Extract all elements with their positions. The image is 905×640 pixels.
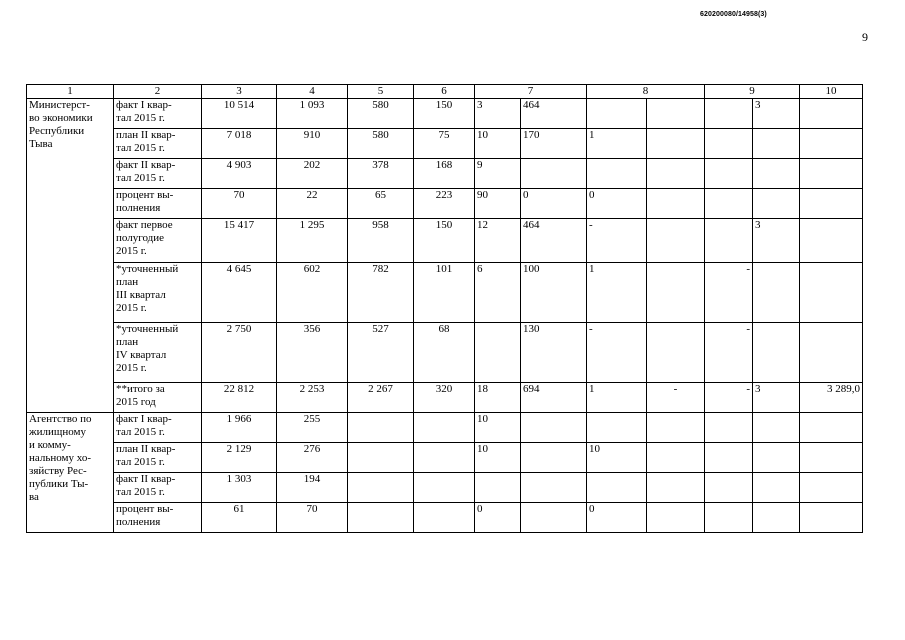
- value-cell: 580: [348, 129, 414, 159]
- data-table: [26, 84, 863, 533]
- row-label-cell: факт I квар- тал 2015 г.: [114, 413, 202, 443]
- value-cell: [705, 99, 753, 129]
- value-cell: 527: [348, 323, 414, 383]
- value-cell: 2 129: [202, 443, 277, 473]
- value-cell: [647, 503, 705, 533]
- value-cell: 1: [587, 263, 647, 323]
- header-cell: 4: [277, 85, 348, 99]
- value-cell: 10: [475, 413, 521, 443]
- table-row: [27, 323, 863, 383]
- value-cell: 75: [414, 129, 475, 159]
- value-cell: 18: [475, 383, 521, 413]
- header-cell: 5: [348, 85, 414, 99]
- value-cell: 782: [348, 263, 414, 323]
- value-cell: 65: [348, 189, 414, 219]
- value-cell: 70: [202, 189, 277, 219]
- value-cell: 168: [414, 159, 475, 189]
- value-cell: [475, 323, 521, 383]
- header-row: [27, 85, 863, 99]
- value-cell: [348, 473, 414, 503]
- value-cell: [705, 413, 753, 443]
- header-cell: 10: [800, 85, 863, 99]
- value-cell: 15 417: [202, 219, 277, 263]
- value-cell: -: [587, 219, 647, 263]
- value-cell: [800, 413, 863, 443]
- value-cell: [705, 159, 753, 189]
- value-cell: 1 303: [202, 473, 277, 503]
- row-label-cell: *уточненный план III квартал 2015 г.: [114, 263, 202, 323]
- row-label-cell: *уточненный план IV квартал 2015 г.: [114, 323, 202, 383]
- row-label-cell: процент вы- полнения: [114, 503, 202, 533]
- value-cell: [647, 159, 705, 189]
- row-label-cell: факт первое полугодие 2015 г.: [114, 219, 202, 263]
- value-cell: [753, 413, 800, 443]
- value-cell: 2 253: [277, 383, 348, 413]
- value-cell: [800, 323, 863, 383]
- value-cell: [647, 473, 705, 503]
- value-cell: 150: [414, 219, 475, 263]
- value-cell: 3: [753, 99, 800, 129]
- value-cell: 4 903: [202, 159, 277, 189]
- value-cell: [705, 503, 753, 533]
- value-cell: [414, 443, 475, 473]
- value-cell: [587, 473, 647, 503]
- value-cell: [647, 189, 705, 219]
- header-cell: 3: [202, 85, 277, 99]
- value-cell: 602: [277, 263, 348, 323]
- value-cell: [705, 443, 753, 473]
- row-label-cell: план II квар- тал 2015 г.: [114, 443, 202, 473]
- table-row: [27, 263, 863, 323]
- value-cell: 694: [521, 383, 587, 413]
- header-cell: 7: [475, 85, 587, 99]
- table-row: [27, 443, 863, 473]
- row-label-cell: факт II квар- тал 2015 г.: [114, 159, 202, 189]
- value-cell: 10: [587, 443, 647, 473]
- document-id: 620200080/14958(3): [700, 11, 767, 18]
- table-body: [27, 85, 863, 533]
- header-cell: 6: [414, 85, 475, 99]
- value-cell: 194: [277, 473, 348, 503]
- value-cell: [753, 323, 800, 383]
- value-cell: [800, 219, 863, 263]
- value-cell: 464: [521, 99, 587, 129]
- value-cell: [800, 159, 863, 189]
- value-cell: 3: [753, 219, 800, 263]
- value-cell: [521, 443, 587, 473]
- value-cell: 958: [348, 219, 414, 263]
- row-label-cell: факт II квар- тал 2015 г.: [114, 473, 202, 503]
- value-cell: -: [647, 383, 705, 413]
- value-cell: [705, 473, 753, 503]
- value-cell: 4 645: [202, 263, 277, 323]
- value-cell: 22 812: [202, 383, 277, 413]
- value-cell: [753, 189, 800, 219]
- value-cell: [647, 263, 705, 323]
- value-cell: -: [705, 383, 753, 413]
- table-row: [27, 129, 863, 159]
- value-cell: [800, 443, 863, 473]
- value-cell: [753, 263, 800, 323]
- value-cell: 0: [475, 503, 521, 533]
- organization-cell: Агентство по жилищному и комму- нальному хо- зяйству Рес- публики Ты- ва: [27, 413, 114, 533]
- value-cell: 61: [202, 503, 277, 533]
- value-cell: 202: [277, 159, 348, 189]
- value-cell: [753, 503, 800, 533]
- value-cell: 10: [475, 443, 521, 473]
- value-cell: [800, 129, 863, 159]
- value-cell: [753, 443, 800, 473]
- value-cell: 1: [587, 383, 647, 413]
- value-cell: [800, 473, 863, 503]
- value-cell: 6: [475, 263, 521, 323]
- value-cell: 1: [587, 129, 647, 159]
- value-cell: 2 267: [348, 383, 414, 413]
- row-label-cell: **итого за 2015 год: [114, 383, 202, 413]
- value-cell: [753, 159, 800, 189]
- value-cell: [521, 473, 587, 503]
- value-cell: [647, 413, 705, 443]
- value-cell: [414, 413, 475, 443]
- value-cell: 22: [277, 189, 348, 219]
- organization-cell: Министерст- во экономики Республики Тыва: [27, 99, 114, 413]
- value-cell: [475, 473, 521, 503]
- row-label-cell: план II квар- тал 2015 г.: [114, 129, 202, 159]
- value-cell: 1 966: [202, 413, 277, 443]
- value-cell: [414, 503, 475, 533]
- value-cell: [800, 189, 863, 219]
- value-cell: 90: [475, 189, 521, 219]
- row-label-cell: факт I квар- тал 2015 г.: [114, 99, 202, 129]
- value-cell: 2 750: [202, 323, 277, 383]
- value-cell: 7 018: [202, 129, 277, 159]
- header-cell: 2: [114, 85, 202, 99]
- value-cell: [800, 263, 863, 323]
- value-cell: 70: [277, 503, 348, 533]
- value-cell: 10 514: [202, 99, 277, 129]
- value-cell: 68: [414, 323, 475, 383]
- value-cell: 0: [521, 189, 587, 219]
- value-cell: [753, 473, 800, 503]
- value-cell: [647, 99, 705, 129]
- header-cell: 9: [705, 85, 800, 99]
- value-cell: [587, 99, 647, 129]
- value-cell: [587, 159, 647, 189]
- header-cell: 1: [27, 85, 114, 99]
- value-cell: 1 295: [277, 219, 348, 263]
- value-cell: [587, 413, 647, 443]
- value-cell: 3: [475, 99, 521, 129]
- table-row: [27, 383, 863, 413]
- value-cell: [647, 443, 705, 473]
- value-cell: [753, 129, 800, 159]
- value-cell: [348, 413, 414, 443]
- value-cell: 0: [587, 503, 647, 533]
- value-cell: 3 289,0: [800, 383, 863, 413]
- value-cell: 150: [414, 99, 475, 129]
- value-cell: [800, 99, 863, 129]
- value-cell: 320: [414, 383, 475, 413]
- value-cell: 580: [348, 99, 414, 129]
- value-cell: 170: [521, 129, 587, 159]
- value-cell: 255: [277, 413, 348, 443]
- value-cell: [705, 189, 753, 219]
- value-cell: 1 093: [277, 99, 348, 129]
- value-cell: [348, 443, 414, 473]
- value-cell: [647, 323, 705, 383]
- value-cell: 356: [277, 323, 348, 383]
- table-row: [27, 189, 863, 219]
- table-row: [27, 219, 863, 263]
- page-number: 9: [862, 30, 868, 44]
- value-cell: 9: [475, 159, 521, 189]
- value-cell: 464: [521, 219, 587, 263]
- header-cell: 8: [587, 85, 705, 99]
- value-cell: [800, 503, 863, 533]
- value-cell: [414, 473, 475, 503]
- table-row: [27, 473, 863, 503]
- table-row: [27, 99, 863, 129]
- value-cell: 223: [414, 189, 475, 219]
- value-cell: [647, 219, 705, 263]
- value-cell: -: [587, 323, 647, 383]
- table-row: [27, 413, 863, 443]
- value-cell: 378: [348, 159, 414, 189]
- value-cell: 101: [414, 263, 475, 323]
- value-cell: [521, 159, 587, 189]
- value-cell: 276: [277, 443, 348, 473]
- table-row: [27, 159, 863, 189]
- value-cell: -: [705, 263, 753, 323]
- value-cell: 3: [753, 383, 800, 413]
- value-cell: [705, 219, 753, 263]
- value-cell: 910: [277, 129, 348, 159]
- value-cell: [521, 503, 587, 533]
- value-cell: [705, 129, 753, 159]
- value-cell: 0: [587, 189, 647, 219]
- value-cell: 100: [521, 263, 587, 323]
- row-label-cell: процент вы- полнения: [114, 189, 202, 219]
- value-cell: [647, 129, 705, 159]
- value-cell: -: [705, 323, 753, 383]
- table-row: [27, 503, 863, 533]
- value-cell: [521, 413, 587, 443]
- value-cell: [348, 503, 414, 533]
- value-cell: 10: [475, 129, 521, 159]
- value-cell: 130: [521, 323, 587, 383]
- value-cell: 12: [475, 219, 521, 263]
